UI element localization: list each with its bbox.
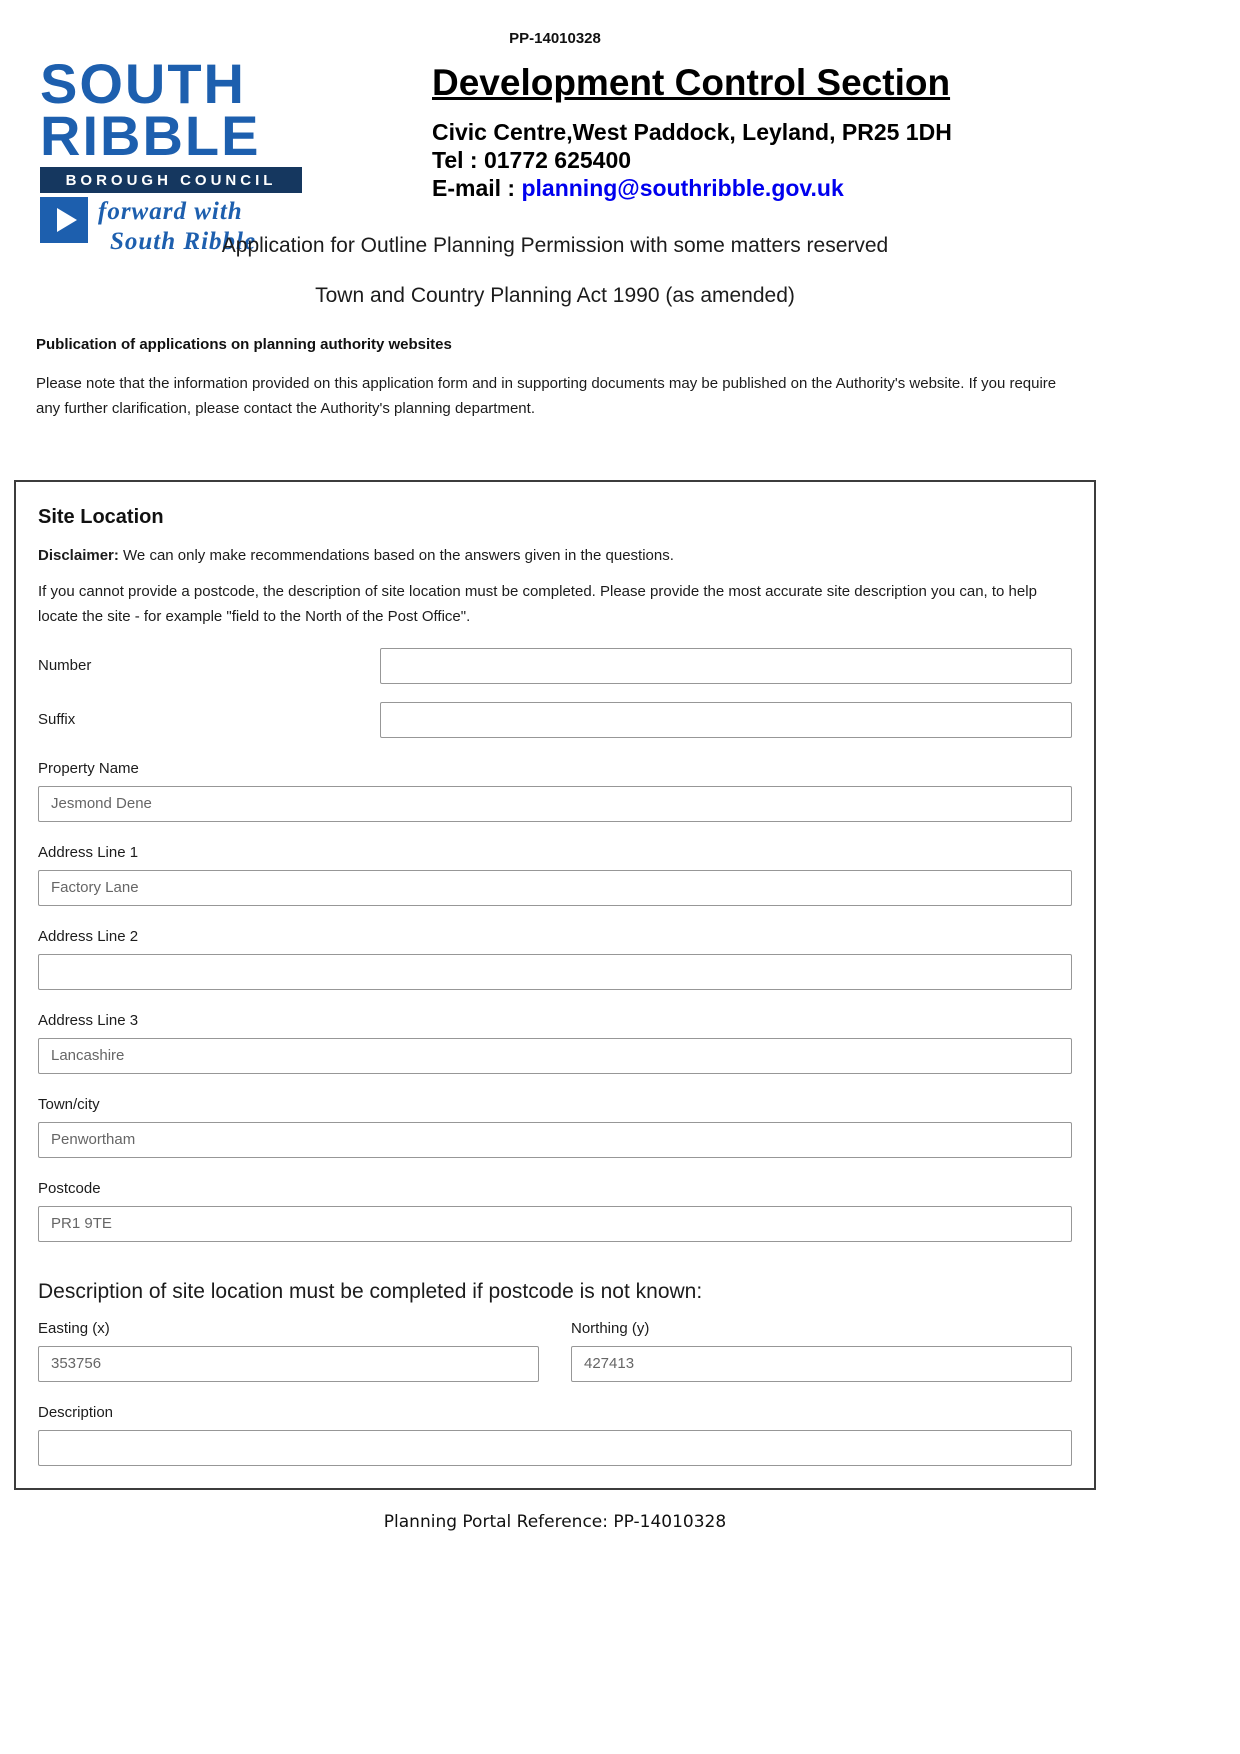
email-link[interactable]: planning@southribble.gov.uk: [521, 175, 844, 202]
northing-label: Northing (y): [571, 1319, 650, 1337]
postcode-input[interactable]: [38, 1206, 1072, 1242]
top-reference: PP-14010328: [509, 30, 601, 47]
publication-heading: Publication of applications on planning authority websites: [36, 336, 452, 353]
description-input[interactable]: [38, 1430, 1072, 1466]
logo-tagline-line2: South Ribble: [110, 228, 257, 256]
address-line-3-label: Address Line 3: [38, 1011, 139, 1029]
suffix-input[interactable]: [380, 702, 1072, 738]
contact-block: [432, 62, 1082, 202]
logo-word-south: SOUTH: [40, 52, 246, 115]
disclaimer-body: We can only make recommendations based on the answers given in the questions.: [118, 547, 674, 564]
logo-word-ribble: RIBBLE: [40, 104, 261, 168]
act-title: Town and Country Planning Act 1990 (as amended): [315, 284, 795, 307]
address-line-1-label: Address Line 1: [38, 843, 139, 861]
suffix-label: Suffix: [38, 711, 76, 729]
number-row: [38, 648, 1072, 684]
contact-email-prefix: E-mail :: [432, 175, 522, 202]
number-label: Number: [38, 657, 92, 675]
coordinates-row: [38, 1320, 1072, 1382]
site-location-heading: Site Location: [38, 506, 164, 528]
address-line-1-input[interactable]: [38, 870, 1072, 906]
description-requirement-heading: Description of site location must be completed if postcode is not known:: [38, 1279, 703, 1303]
disclaimer-text: [38, 547, 1072, 564]
easting-label: Easting (x): [38, 1319, 110, 1337]
address-line-3-input[interactable]: [38, 1038, 1072, 1074]
contact-address: Civic Centre,West Paddock, Leyland, PR25 1DH: [432, 119, 952, 145]
address-line-2-input[interactable]: [38, 954, 1072, 990]
postcode-label: Postcode: [38, 1179, 101, 1197]
council-logo: [40, 52, 302, 257]
logo-banner: BOROUGH COUNCIL: [40, 167, 302, 193]
town-city-label: Town/city: [38, 1095, 100, 1113]
contact-tel: Tel : 01772 625400: [432, 147, 632, 174]
northing-column: [571, 1320, 1072, 1382]
publication-body: Please note that the information provided on this application form and in supporting documents may be published on the Authority's website. If you require any further clarification, please contact the Authority's planning department.: [36, 375, 1057, 417]
disclaimer-label: Disclaimer:: [38, 547, 119, 564]
section-heading-development-control: Development Control Section: [432, 62, 951, 103]
property-name-label: Property Name: [38, 759, 139, 777]
number-input[interactable]: [380, 648, 1072, 684]
property-name-input[interactable]: [38, 786, 1072, 822]
site-location-section: [14, 480, 1096, 1490]
northing-input[interactable]: [571, 1346, 1072, 1382]
logo-tagline-line1: forward with: [98, 198, 243, 226]
description-label: Description: [38, 1403, 114, 1421]
address-line-2-label: Address Line 2: [38, 927, 139, 945]
planning-portal-reference: Planning Portal Reference: PP-14010328: [383, 1512, 727, 1532]
contact-email-line: [432, 174, 1082, 202]
postcode-note: If you cannot provide a postcode, the description of site location must be completed. Please provide the most accurate site description you can, to help locate the site - for example "field to the North of the Post Office".: [38, 583, 1037, 625]
easting-input[interactable]: [38, 1346, 539, 1382]
easting-column: [38, 1320, 539, 1382]
town-city-input[interactable]: [38, 1122, 1072, 1158]
application-title: Application for Outline Planning Permission with some matters reserved: [221, 234, 889, 257]
suffix-row: [38, 702, 1072, 738]
